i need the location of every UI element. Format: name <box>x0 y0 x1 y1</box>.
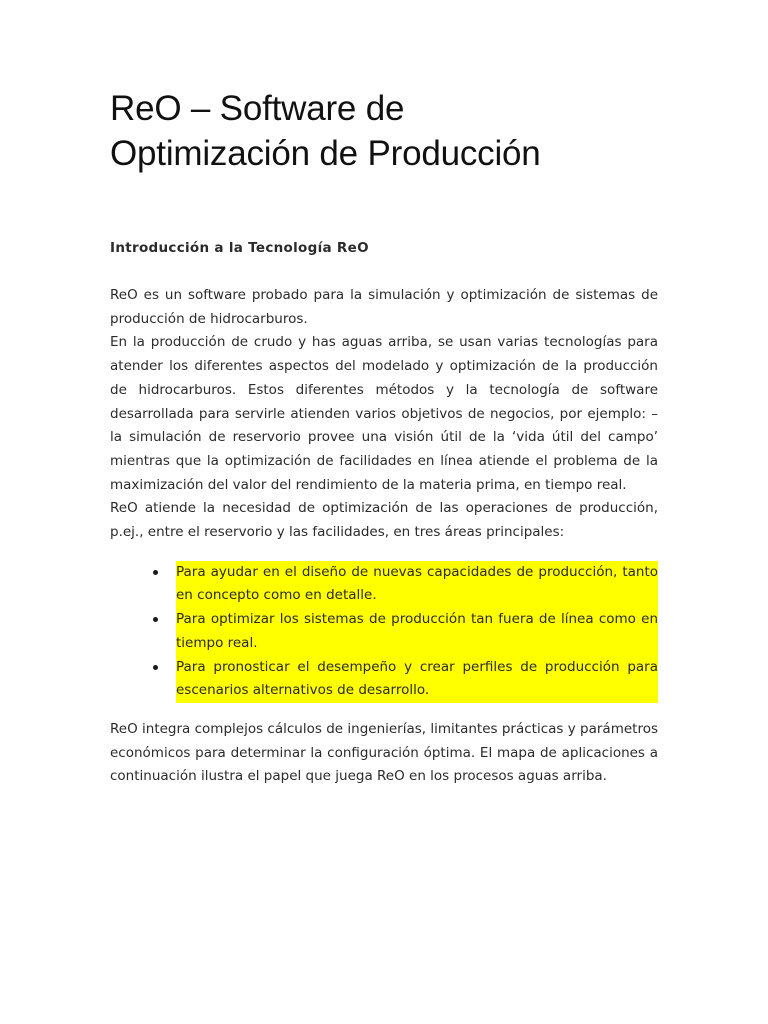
intro-paragraphs <box>110 284 658 545</box>
highlighted-bullet-text: Para ayudar en el diseño de nuevas capacidades de producción, tanto en concepto como en detalle. <box>176 561 658 608</box>
closing-paragraph: ReO integra complejos cálculos de ingenierías, limitantes prácticas y parámetros económicos para determinar la configuración óptima. El mapa de aplicaciones a continuación ilustra el papel que juega ReO en los procesos aguas arriba. <box>110 720 658 785</box>
paragraph-2: En la producción de crudo y has aguas arriba, se usan varias tecnologías para atender los diferentes aspectos del modelado y optimización de la producción de hidrocarburos. Estos diferentes métodos y la tecnología de software desarrollada para servirle atienden varios objetivos de negocios, por ejemplo: – la simulación de reservorio provee una visión útil de la ‘vida útil del campo’ mientras que la optimización de facilidades en línea atiende el problema de la maximización del valor del rendimiento de la materia prima, en tiempo real. <box>110 334 658 493</box>
title-line-2: Optimización de Producción <box>110 134 541 173</box>
bullet-item <box>110 608 658 655</box>
bullet-dot-icon <box>153 617 158 622</box>
bullet-item <box>110 561 658 608</box>
bullet-item <box>110 656 658 703</box>
document-page <box>110 86 658 789</box>
highlighted-bullet-text: Para pronosticar el desempeño y crear perfiles de producción para escenarios alternativos de desarrollo. <box>176 656 658 703</box>
highlighted-bullet-text: Para optimizar los sistemas de producción tan fuera de línea como en tiempo real. <box>176 608 658 655</box>
bullet-dot-icon <box>153 570 158 575</box>
page-title <box>110 86 658 176</box>
section-heading: Introducción a la Tecnología ReO <box>110 240 369 256</box>
paragraph-3: ReO atiende la necesidad de optimización de las operaciones de producción, p.ej., entre el reservorio y las facilidades, en tres áreas principales: <box>110 500 658 541</box>
title-line-1: ReO – Software de <box>110 89 405 128</box>
bullet-list <box>110 561 658 703</box>
paragraph-1: ReO es un software probado para la simulación y optimización de sistemas de producción de hidrocarburos. <box>110 287 658 327</box>
bullet-dot-icon <box>153 665 158 670</box>
